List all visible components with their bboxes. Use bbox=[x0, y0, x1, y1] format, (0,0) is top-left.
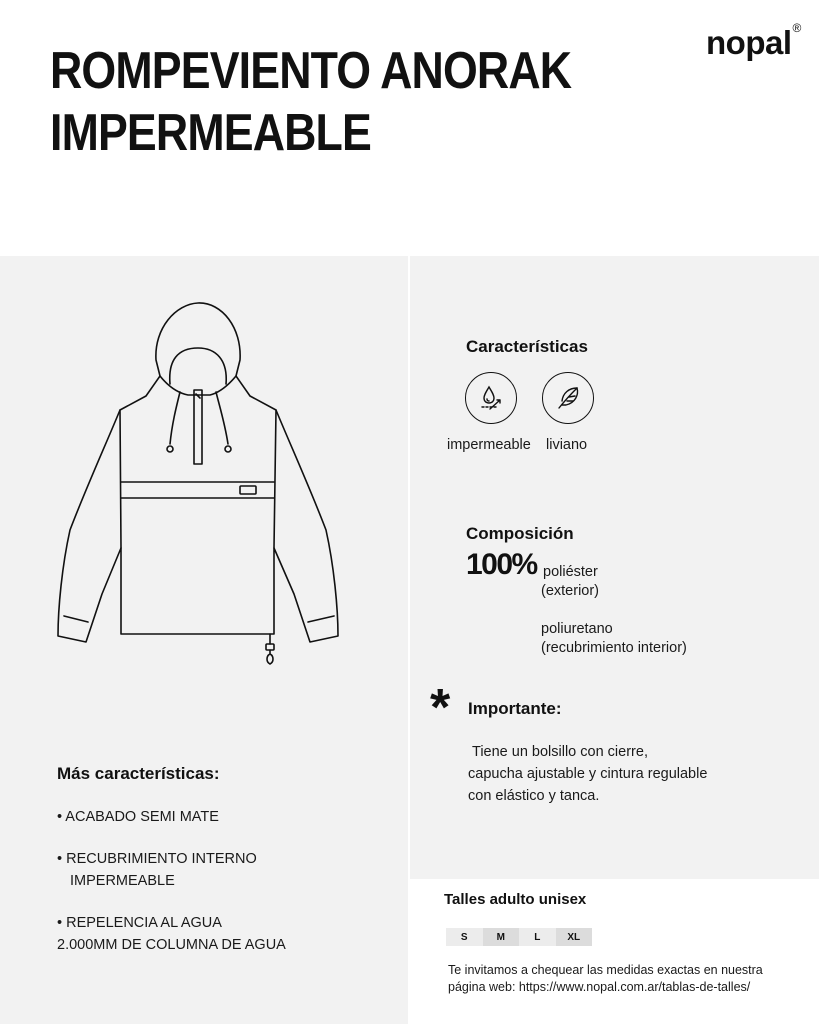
brand-logo: nopal® bbox=[706, 21, 801, 61]
importante-heading: Importante: bbox=[468, 699, 562, 718]
composicion-heading: Composición bbox=[466, 524, 574, 543]
bullet-item-2-cont: IMPERMEABLE bbox=[70, 873, 175, 889]
caracteristicas-heading: Características bbox=[466, 337, 588, 356]
material1: poliéster bbox=[543, 564, 598, 580]
importante-line3: con elástico y tanca. bbox=[468, 788, 600, 804]
size-guide-note-line2: página web: https://www.nopal.com.ar/tablas-de-talles/ bbox=[448, 980, 751, 994]
importante-line2: capucha ajustable y cintura regulable bbox=[468, 766, 708, 782]
composition-percent: 100% bbox=[466, 548, 537, 581]
hood-opening bbox=[170, 348, 226, 384]
body-outline bbox=[58, 376, 338, 642]
asterisk-icon: * bbox=[430, 679, 451, 737]
product-title bbox=[50, 40, 571, 164]
size-s: S bbox=[446, 928, 483, 946]
pocket-tab bbox=[240, 486, 256, 494]
bullet-item-3-cont: 2.000MM DE COLUMNA DE AGUA bbox=[57, 937, 286, 953]
anorak-jacket-illustration bbox=[50, 298, 350, 683]
product-title-line1: ROMPEVIENTO ANORAK bbox=[50, 42, 572, 100]
size-l: L bbox=[519, 928, 556, 946]
feature-label-impermeable: impermeable bbox=[447, 437, 531, 453]
size-m: M bbox=[483, 928, 520, 946]
hood-outline bbox=[156, 303, 240, 395]
size-guide-note bbox=[448, 962, 763, 996]
material2: poliuretano bbox=[541, 621, 613, 637]
size-table bbox=[446, 928, 592, 946]
water-drop-icon bbox=[465, 372, 517, 424]
product-title-line2: IMPERMEABLE bbox=[50, 104, 371, 162]
material2-note: (recubrimiento interior) bbox=[541, 640, 687, 656]
size-guide-note-line1: Te invitamos a chequear las medidas exactas en nuestra bbox=[448, 963, 763, 977]
feather-icon bbox=[542, 372, 594, 424]
drawcord-right bbox=[216, 392, 228, 444]
bullet-item-3: • REPELENCIA AL AGUA bbox=[57, 915, 222, 931]
mas-caracteristicas-heading: Más características: bbox=[57, 764, 220, 783]
importante-line1: Tiene un bolsillo con cierre, bbox=[472, 744, 648, 760]
size-xl: XL bbox=[556, 928, 593, 946]
talles-heading: Talles adulto unisex bbox=[444, 891, 587, 908]
zipper bbox=[194, 390, 202, 464]
drawcord-left bbox=[170, 392, 180, 444]
chest-band bbox=[121, 482, 274, 498]
feature-label-liviano: liviano bbox=[546, 437, 588, 453]
bullet-item-2: • RECUBRIMIENTO INTERNO bbox=[57, 851, 257, 867]
material1-note: (exterior) bbox=[541, 583, 600, 599]
bullet-item-1: • ACABADO SEMI MATE bbox=[57, 809, 219, 825]
